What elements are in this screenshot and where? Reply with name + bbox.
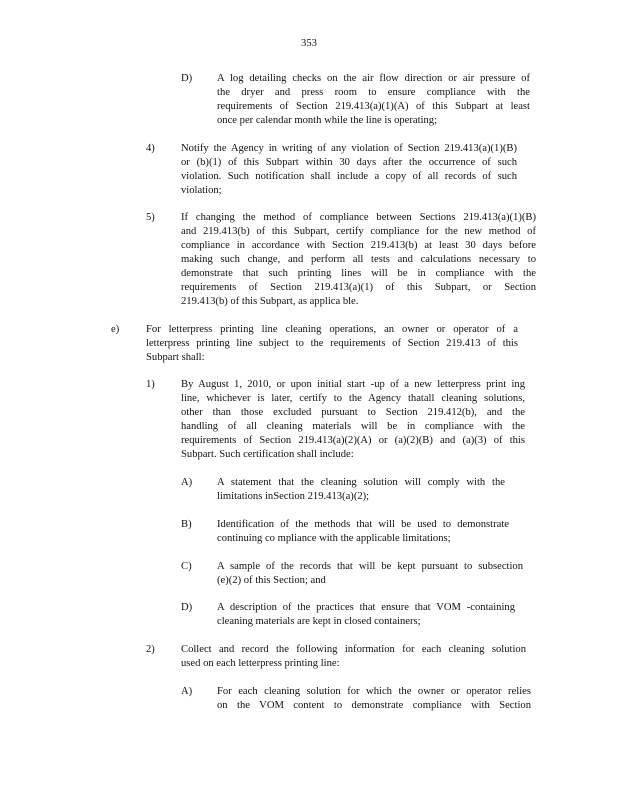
item-label: 2) xyxy=(146,644,155,655)
text-line: other than those excluded pursuant to Section 219.412(b), and the xyxy=(181,407,525,418)
item-label: A) xyxy=(181,477,193,488)
text-line: making such change, and perform all tests and calculations necessary to xyxy=(181,254,536,265)
text-line: demonstrate that such printing lines will be in compliance with the xyxy=(181,268,536,279)
text-line: compliance in accordance with Section 219.413(b) at least 30 days before xyxy=(181,240,536,251)
text-line: limitations inSection 219.413(a)(2); xyxy=(217,491,370,502)
text-line: cleaning materials are kept in closed containers; xyxy=(217,616,421,627)
item-text xyxy=(217,601,515,629)
text-line: For each cleaning solution for which the owner or operator relies xyxy=(217,686,531,697)
item-text xyxy=(217,685,531,713)
text-line: once per calendar month while the line is operating; xyxy=(217,115,438,126)
item-label: A) xyxy=(181,686,193,697)
item-label: e) xyxy=(111,324,120,335)
text-line: line, whichever is later, certify to the Agency thatall cleaning solutions, xyxy=(181,393,525,404)
text-line: A statement that the cleaning solution will comply with the xyxy=(217,477,505,488)
text-line: 219.413(b) of this Subpart, as applica ble. xyxy=(181,296,359,307)
item-text xyxy=(217,560,523,588)
text-line: requirements of Section 219.413(a)(1)(A) of this Subpart at least xyxy=(217,101,530,112)
item-label: 5) xyxy=(146,212,155,223)
text-line: Identification of the methods that will be used to demonstrate xyxy=(217,519,509,530)
text-line: Subpart shall: xyxy=(146,352,205,363)
item-text xyxy=(181,378,525,462)
item-text xyxy=(217,72,530,128)
text-line: violation. Such notification shall include a copy of all records of such xyxy=(181,171,517,182)
item-text xyxy=(217,476,505,504)
text-line: Collect and record the following information for each cleaning solution xyxy=(181,644,526,655)
text-line: requirements of Section 219.413(a)(1) of this Subpart, or Section xyxy=(181,282,536,293)
item-label: D) xyxy=(181,602,193,613)
text-line: used on each letterpress printing line: xyxy=(181,658,340,669)
item-text xyxy=(146,323,518,365)
item-text xyxy=(181,142,517,198)
text-line: requirements of Section 219.413(a)(2)(A) or (a)(2)(B) and (a)(3) of this xyxy=(181,435,525,446)
text-line: and 219.413(b) of this Subpart, certify compliance for the new method of xyxy=(181,226,536,237)
text-line: For letterpress printing line cleaning operations, an owner or operator of a xyxy=(146,324,518,335)
item-label: 4) xyxy=(146,143,155,154)
text-line: A log detailing checks on the air flow direction or air pressure of xyxy=(217,73,530,84)
text-line: the dryer and press room to ensure compliance with the xyxy=(217,87,530,98)
text-line: A description of the practices that ensure that VOM -containing xyxy=(217,602,515,613)
text-line: By August 1, 2010, or upon initial start -up of a new letterpress print ing xyxy=(181,379,525,390)
item-label: 1) xyxy=(146,379,155,390)
item-text xyxy=(181,211,536,309)
page-number: 353 xyxy=(301,38,317,49)
text-line: letterpress printing line subject to the requirements of Section 219.413 of this xyxy=(146,338,518,349)
text-line: or (b)(1) of this Subpart within 30 days after the occurrence of such xyxy=(181,157,517,168)
text-line: A sample of the records that will be kept pursuant to subsection xyxy=(217,561,523,572)
item-label: D) xyxy=(181,73,193,84)
text-line: If changing the method of compliance between Sections 219.413(a)(1)(B) xyxy=(181,212,536,223)
text-line: (e)(2) of this Section; and xyxy=(217,575,326,586)
item-label: B) xyxy=(181,519,192,530)
item-label: C) xyxy=(181,561,192,572)
text-line: on the VOM content to demonstrate compliance with Section xyxy=(217,700,531,711)
text-line: handling of all cleaning materials will be in compliance with the xyxy=(181,421,525,432)
item-text xyxy=(217,518,509,546)
text-line: violation; xyxy=(181,185,222,196)
item-text xyxy=(181,643,526,671)
text-line: Subpart. Such certification shall include: xyxy=(181,449,354,460)
text-line: continuing co mpliance with the applicable limitations; xyxy=(217,533,451,544)
text-line: Notify the Agency in writing of any violation of Section 219.413(a)(1)(B) xyxy=(181,143,517,154)
